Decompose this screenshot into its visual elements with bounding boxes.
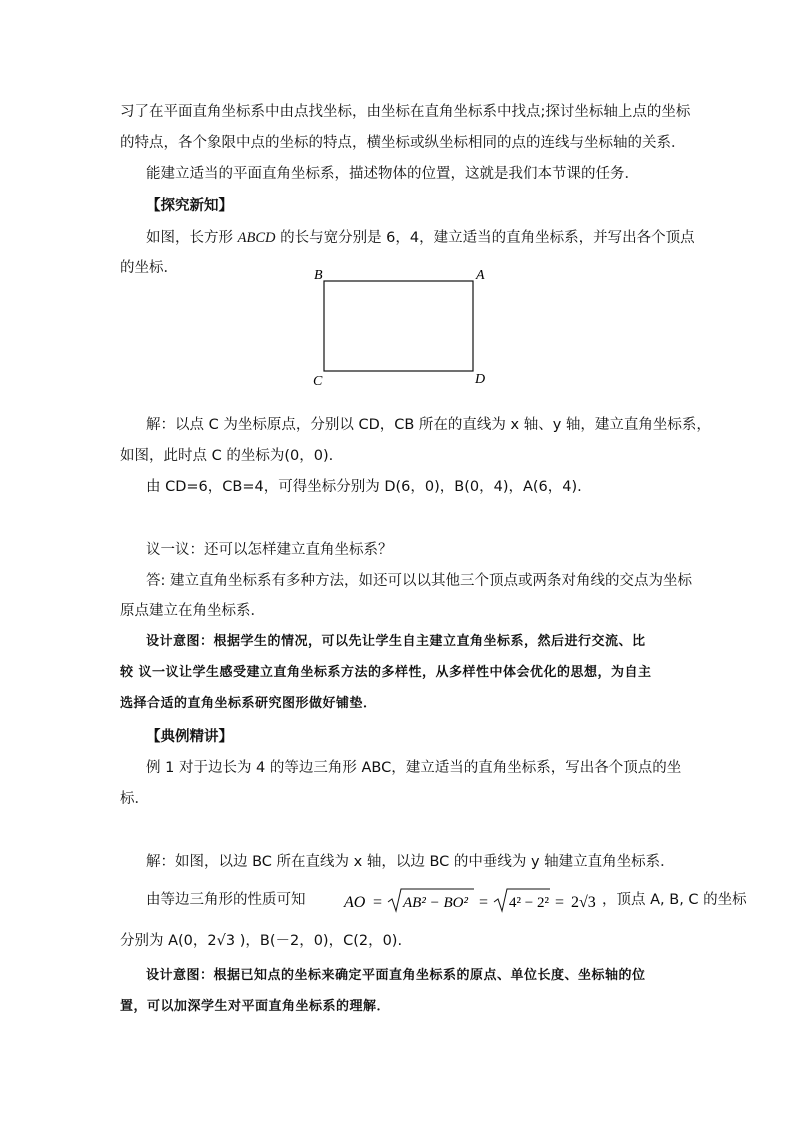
- intro-line-2: 的特点，各个象限中点的坐标的特点，横坐标或纵坐标相同的点的连线与坐标轴的关系．: [120, 135, 686, 151]
- discuss-answer-line-1: 答: 建立直角坐标系有多种方法，如还可以以其他三个顶点或两条对角线的交点为坐标: [146, 573, 692, 589]
- example-1-line-2: 标．: [120, 791, 149, 807]
- formula-eq-2: =: [479, 894, 489, 911]
- question-text-b: 的长与宽分别是 6，4，建立适当的直角坐标系，并写出各个顶点: [280, 230, 695, 246]
- formula-radicand-1: AB² − BO²: [403, 895, 468, 911]
- example-1-solution-line-2b: ，顶点 A, B, C 的坐标: [602, 892, 747, 908]
- vertex-label-A: A: [476, 268, 485, 283]
- formula-eq-3: =: [555, 894, 565, 911]
- rectangle-figure: [310, 265, 500, 390]
- distance-formula: [340, 886, 616, 918]
- example-1-solution-line-1: 解：如图，以边 BC 所在直线为 x 轴，以边 BC 的中垂线为 y 轴建立直角坐标系．: [146, 854, 675, 870]
- example-1-solution-line-3: 分别为 A(0，2√3 )，B(－2，0)，C(2，0).: [120, 933, 403, 949]
- design-intent-1-line-3: 选择合适的直角坐标系研究图形做好铺垫．: [120, 696, 377, 711]
- discuss-question: 议一议：还可以怎样建立直角坐标系？: [146, 542, 393, 558]
- explore-heading: 【探究新知】: [146, 198, 233, 214]
- rectangle-name: ABCD: [237, 230, 276, 246]
- formula-result: 2√3: [571, 894, 596, 911]
- design-intent-1-line-2: 较 议一议让学生感受建立直角坐标系方法的多样性，从多样性中体会优化的思想，为自主: [120, 665, 652, 680]
- explore-solution-line-1: 解：以点 C 为坐标原点，分别以 CD，CB 所在的直线为 x 轴、y 轴，建立直角坐标系，: [146, 417, 711, 433]
- design-intent-1-line-1: 设计意图：根据学生的情况，可以先让学生自主建立直角坐标系，然后进行交流、比: [146, 634, 646, 649]
- example-1-line-1: 例 1 对于边长为 4 的等边三角形 ABC，建立适当的直角坐标系，写出各个顶点的坐: [146, 760, 682, 776]
- example-1-solution-line-2a: 由等边三角形的性质可知: [146, 892, 306, 908]
- explore-solution-line-3: 由 CD=6，CB=4，可得坐标分别为 D(6，0)，B(0，4)，A(6，4).: [146, 479, 582, 495]
- intro-line-1: 习了在平面直角坐标系中由点找坐标，由坐标在直角坐标系中找点;探讨坐标轴上点的坐标: [120, 104, 691, 120]
- design-intent-2-line-2: 置，可以加深学生对平面直角坐标系的理解．: [120, 999, 391, 1014]
- explore-question-line-2: 的坐标．: [120, 260, 178, 276]
- formula-radicand-2: 4² − 2²: [509, 895, 549, 911]
- explore-question-line-1: [146, 228, 695, 248]
- rectangle-shape: [324, 281, 473, 371]
- vertex-label-B: B: [314, 268, 323, 283]
- discuss-answer-line-2: 原点建立在角坐标系．: [120, 603, 265, 619]
- vertex-label-D: D: [475, 372, 486, 387]
- explore-solution-line-2: 如图，此时点 C 的坐标为(0，0).: [120, 448, 334, 464]
- formula-eq-1: =: [373, 894, 383, 911]
- formula-lhs: AO: [344, 894, 366, 911]
- design-intent-2-line-1: 设计意图：根据已知点的坐标来确定平面直角坐标系的原点、单位长度、坐标轴的位: [146, 968, 646, 983]
- question-text-a: 如图，长方形: [146, 230, 233, 246]
- vertex-label-C: C: [313, 374, 323, 389]
- intro-line-3: 能建立适当的平面直角坐标系，描述物体的位置，这就是我们本节课的任务．: [146, 166, 639, 182]
- examples-heading: 【典例精讲】: [146, 729, 233, 745]
